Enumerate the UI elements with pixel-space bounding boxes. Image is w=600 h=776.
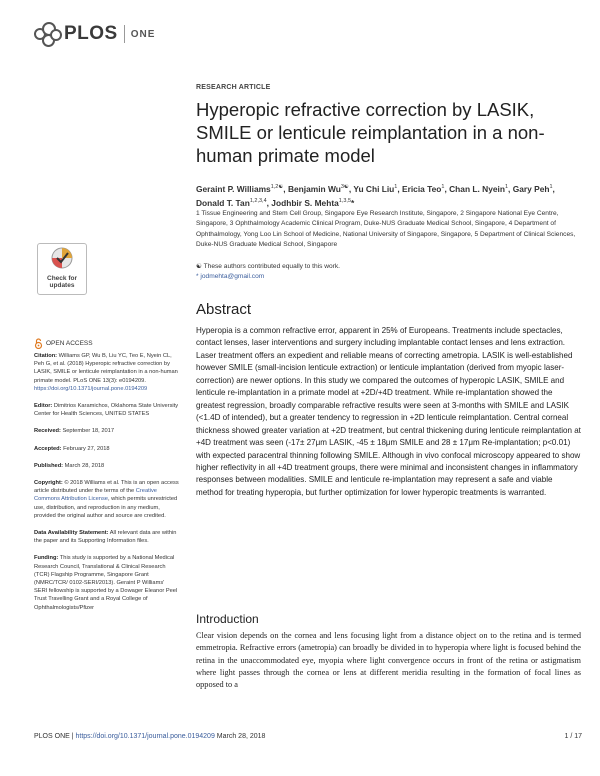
crossmark-line2: updates <box>49 282 75 289</box>
data-availability-label: Data Availability Statement: <box>34 530 109 537</box>
author-affil: 1,2☯ <box>270 184 284 190</box>
introduction-text: Clear vision depends on the cornea and lens focusing light from a distance object on to the retina and is termed emmetropia. Refractive errors (ametropia) can broadly be divided in to hyperopia where light is focused behind the retina in the unaccommodated eye, myopia where light convergence occurs in front of the retina or astigmatism where light passes through the cornea or lens at different meridia resulting in the formation of focal lines as opposed to a <box>196 631 581 690</box>
received-date: September 18, 2017 <box>60 428 114 435</box>
logo-divider <box>124 25 125 43</box>
equal-contribution-note: ☯ These authors contributed equally to this work. <box>196 263 340 270</box>
author-affil: 1 <box>504 184 509 190</box>
crossmark-line1: Check for <box>47 275 77 282</box>
article-type: RESEARCH ARTICLE <box>196 84 271 91</box>
received-label: Received: <box>34 428 61 435</box>
affiliations: 1 Tissue Engineering and Stem Cell Group, Singapore Eye Research Institute, Singapore, 2 Singapore National Eye Centre, Singapore, 3 Ophthalmology Academic Clinical Program, Duke-NUS Graduate Medical School, Singapore, 4 Department of Ophthalmology, Yong Loo Lin School of Medicine, National University of Singapore, Singapore, 5 Department of Clinical Sciences, Duke-NUS Graduate Medical School, Singapore <box>196 210 576 248</box>
plos-logo <box>34 22 155 46</box>
published-label: Published: <box>34 462 64 469</box>
published-date: March 28, 2018 <box>63 462 105 469</box>
received-block <box>34 427 179 435</box>
author-name[interactable]: , Gary Peh <box>508 183 550 194</box>
funding-block <box>34 554 179 611</box>
copyright-text: © 2018 Williams et al. This is an open access article distributed under the terms of the <box>34 480 179 495</box>
data-availability-text: All relevant data are within the paper and its Supporting Information files. <box>34 530 177 545</box>
editor-text: Dimitrios Karamichos, Oklahoma State University Center for Health Sciences, UNITED STATES <box>34 403 179 418</box>
copyright-text-end: , which permits unrestricted use, distribution, and reproduction in any medium, provided the original author and source are credited. <box>34 496 178 519</box>
author-name[interactable]: , Chan L. Nyein <box>444 183 505 194</box>
author-name[interactable]: , Donald T. Tan <box>196 183 555 209</box>
editor-label: Editor: <box>34 403 53 410</box>
author-name[interactable]: , Jodhbir S. Mehta <box>266 198 339 209</box>
accepted-block <box>34 445 179 453</box>
copyright-label: Copyright: <box>34 480 63 487</box>
citation-doi-link[interactable]: https://doi.org/10.1371/journal.pone.0194209 <box>34 385 148 392</box>
abstract-text: Hyperopia is a common refractive error, apparent in 25% of Europeans. Treatments include spectacles, contact lenses, laser interventions and surgery including implantable contact lenses and lens extraction. Laser treatment offers an expedient and reliable means of correcting ametropia. LASIK is well-established however SMILE (small-incision lenticule extraction) or lenticule implantation (derived from myopic laser-correction) are newer options. In this study we compared the outcomes of hyperopic LASIK, SMILE and lenticule re-implantation in a primate model at +2D/+4D treatment. While re-implantation showed the greatest regression, broadly comparable refractive results were seen at 3-months with SMILE and LASIK (<1.4D of intended), but a greater tendency to regression in +2D lenticule reimplantation. Central corneal thickness showed greater variation at +2D treatment, but central thickening during lenticule reimplantation at +4D treatment was seen (-17± 27μm LASIK, -45 ± 18μm SMILE and 28 ± 17μm Re-implantation; p<0.01) with expected paracentral thinning following SMILE. Although in vivo confocal microscopy appeared to show higher reflectivity in all +4D treatment groups, there were minimal and inconsistent changes in inflammatory responses between modalities. SMILE and lenticule re-implantation may represent a safe and viable method for treating hyperopia, but further optimization for lower hyperopic treatments is warranted. <box>196 326 581 497</box>
footer-journal: PLOS ONE | <box>34 733 76 740</box>
author-name[interactable]: , Ericia Teo <box>397 183 442 194</box>
data-availability-block <box>34 529 179 545</box>
author-affil: 1 <box>394 184 398 190</box>
accepted-label: Accepted: <box>34 445 62 452</box>
page-footer <box>34 733 582 740</box>
editor-block <box>34 402 179 418</box>
citation-text: Williams GP, Wu B, Liu YC, Teo E, Nyein CL, Peh G, et al. (2018) Hyperopic refractive correction by LASIK, SMILE or lenticule reimplantation in a non-human primate model. PLoS ONE 13(3): e0194209. <box>34 353 178 384</box>
plos-logo-text: PLOS <box>64 23 118 44</box>
check-for-updates-badge[interactable] <box>37 243 87 295</box>
introduction-heading: Introduction <box>196 612 259 626</box>
corresponding-mark: * <box>351 198 355 209</box>
author-list <box>196 181 581 210</box>
author-notes <box>196 262 340 281</box>
accepted-date: February 27, 2018 <box>61 445 110 452</box>
copyright-block <box>34 479 179 520</box>
author-affil: 3☯ <box>340 184 349 190</box>
published-block <box>34 462 179 470</box>
author-name[interactable]: Geraint P. Williams <box>196 183 271 194</box>
open-lock-icon <box>34 338 43 349</box>
article-info-sidebar <box>34 352 179 621</box>
page-number: 1 / 17 <box>564 733 582 740</box>
author-affil: 1,2,3,4 <box>249 198 267 205</box>
open-access-label: OPEN ACCESS <box>46 340 93 347</box>
author-name[interactable]: , Benjamin Wu <box>283 183 341 194</box>
footer-date: March 28, 2018 <box>214 733 266 740</box>
author-affil: 1,3,5 <box>338 198 352 205</box>
license-link[interactable]: Creative Commons Attribution License <box>34 488 157 503</box>
article-title: Hyperopic refractive correction by LASIK, SMILE or lenticule reimplantation in a non-human primate model <box>196 99 545 166</box>
abstract-heading: Abstract <box>196 301 252 318</box>
funding-text: This study is supported by a National Medical Research Council, Translational & Clinical Research (TCR) Flagship Programme, Singapore Grant (NMRC/TCR/ 0102-SERI/2013). Geraint P Williams' SERI fellowship is supported by a Dowager Eleanor Peel Trust Travelling Grant and a Royal College of Ophthalmologists/Pfizer <box>34 555 178 611</box>
open-access-badge <box>34 338 93 349</box>
funding-label: Funding: <box>34 555 59 562</box>
author-affil: 1 <box>549 184 553 190</box>
citation-label: Citation: <box>34 353 58 359</box>
crossmark-icon <box>51 247 73 269</box>
corresponding-email[interactable]: * jodmehta@gmail.com <box>196 272 265 280</box>
plos-logo-icon <box>34 22 62 46</box>
footer-doi-link[interactable]: https://doi.org/10.1371/journal.pone.0194209 <box>75 733 215 740</box>
author-name[interactable]: , Yu Chi Liu <box>348 183 395 194</box>
citation-block <box>34 352 179 393</box>
author-affil: 1 <box>441 184 445 190</box>
journal-name: ONE <box>130 28 156 40</box>
